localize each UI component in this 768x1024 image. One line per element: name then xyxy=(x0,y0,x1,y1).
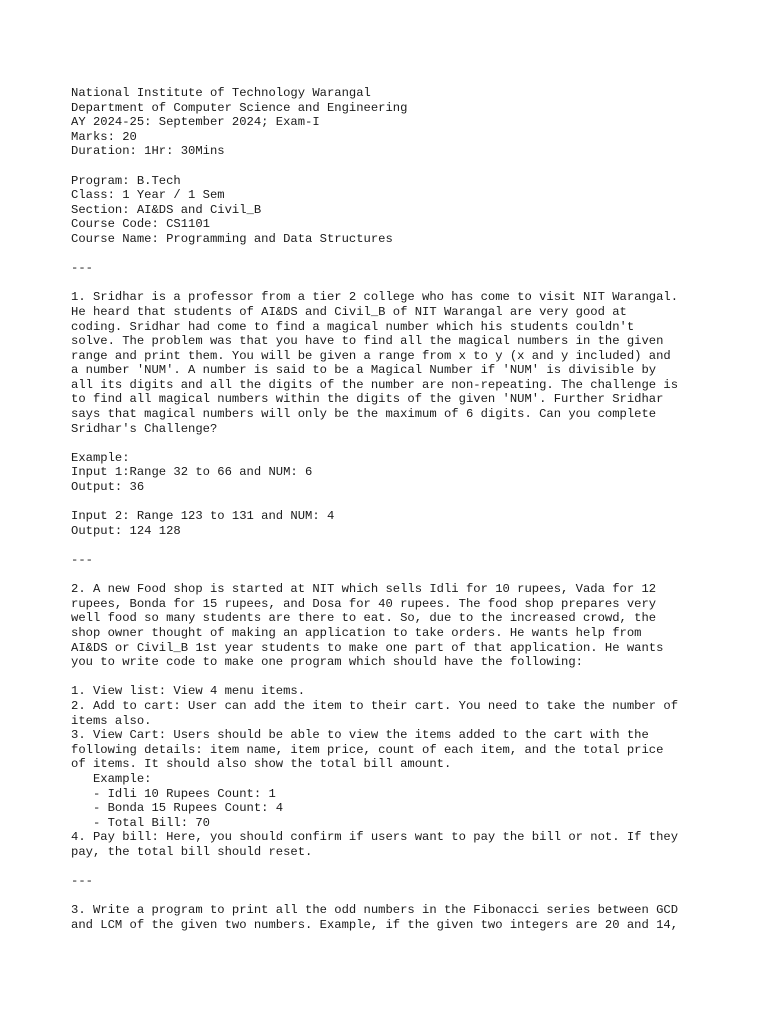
text-line: Output: 124 128 xyxy=(71,523,181,538)
text-line: 2. A new Food shop is started at NIT which sells Idli for 10 rupees, Vada for 12 xyxy=(71,582,657,597)
text-line: Output: 36 xyxy=(71,480,145,495)
text-line: to find all magical numbers within the digits of the given 'NUM'. Further Sridhar xyxy=(71,392,664,407)
blank-line xyxy=(71,436,711,451)
text-line: Sridhar's Challenge? xyxy=(71,421,218,436)
text-line: Course Name: Programming and Data Structures xyxy=(71,231,393,246)
text-line: 4. Pay bill: Here, you should confirm if users want to pay the bill or not. If they xyxy=(71,830,679,845)
text-line: range and print them. You will be given a range from x to y (x and y included) and xyxy=(71,348,671,363)
text-line: coding. Sridhar had come to find a magical number which his students couldn't xyxy=(71,319,635,334)
text-line: Class: 1 Year / 1 Sem xyxy=(71,188,225,203)
text-line: Input 1:Range 32 to 66 and NUM: 6 xyxy=(71,465,313,480)
blank-line xyxy=(71,495,711,510)
text-line: - Idli 10 Rupees Count: 1 xyxy=(71,786,276,801)
blank-line xyxy=(71,247,711,262)
text-line: 2. Add to cart: User can add the item to their cart. You need to take the number of xyxy=(71,698,679,713)
section-divider: --- xyxy=(71,553,93,567)
text-line: Section: AI&DS and Civil_B xyxy=(71,202,262,217)
text-line: - Bonda 15 Rupees Count: 4 xyxy=(71,801,284,816)
text-line: He heard that students of AI&DS and Civil_B of NIT Warangal are very good at xyxy=(71,304,627,319)
text-line: items also. xyxy=(71,713,152,728)
exam-document xyxy=(71,86,711,932)
text-line: well food so many students are there to eat. So, due to the increased crowd, the xyxy=(71,611,657,626)
text-line: all its digits and all the digits of the number are non-repeating. The challenge is xyxy=(71,377,679,392)
text-line: 1. Sridhar is a professor from a tier 2 college who has come to visit NIT Warangal. xyxy=(71,290,679,305)
text-line: Example: xyxy=(71,771,152,786)
blank-line xyxy=(71,889,711,904)
section-divider: --- xyxy=(71,874,93,889)
text-line: 3. View Cart: Users should be able to view the items added to the cart with the xyxy=(71,728,649,743)
text-line: Course Code: CS1101 xyxy=(71,217,210,232)
text-line: Marks: 20 xyxy=(71,129,137,144)
text-line: AY 2024-25: September 2024; Exam-I xyxy=(71,115,320,130)
text-line: says that magical numbers will only be the maximum of 6 digits. Can you complete xyxy=(71,407,657,422)
blank-line xyxy=(71,859,711,874)
text-line: a number 'NUM'. A number is said to be a Magical Number if 'NUM' is divisible by xyxy=(71,363,657,378)
text-line: shop owner thought of making an application to take orders. He wants help from xyxy=(71,625,642,640)
section-divider: --- xyxy=(71,261,93,276)
text-line: Department of Computer Science and Engineering xyxy=(71,100,408,115)
text-line: 1. View list: View 4 menu items. xyxy=(71,684,306,699)
text-line: rupees, Bonda for 15 rupees, and Dosa for 40 rupees. The food shop prepares very xyxy=(71,596,657,611)
text-line: National Institute of Technology Warangal xyxy=(71,86,371,100)
text-line: of items. It should also show the total bill amount. xyxy=(71,757,452,772)
text-line: - Total Bill: 70 xyxy=(71,815,210,830)
blank-line xyxy=(71,159,711,174)
text-line: following details: item name, item price, count of each item, and the total price xyxy=(71,742,664,757)
blank-line xyxy=(71,568,711,583)
text-line: 3. Write a program to print all the odd numbers in the Fibonacci series between GCD xyxy=(71,903,679,918)
blank-line xyxy=(71,670,711,685)
text-line: Example: xyxy=(71,450,130,465)
text-line: solve. The problem was that you have to find all the magical numbers in the given xyxy=(71,334,664,349)
text-line: Input 2: Range 123 to 131 and NUM: 4 xyxy=(71,509,335,524)
text-line: Program: B.Tech xyxy=(71,173,181,188)
blank-line xyxy=(71,538,711,553)
text-line: Duration: 1Hr: 30Mins xyxy=(71,144,225,159)
text-line: pay, the total bill should reset. xyxy=(71,844,313,859)
blank-line xyxy=(71,276,711,291)
text-line: you to write code to make one program which should have the following: xyxy=(71,655,583,670)
text-line: and LCM of the given two numbers. Example, if the given two integers are 20 and 14, xyxy=(71,917,679,932)
text-line: AI&DS or Civil_B 1st year students to make one part of that application. He wants xyxy=(71,640,664,655)
